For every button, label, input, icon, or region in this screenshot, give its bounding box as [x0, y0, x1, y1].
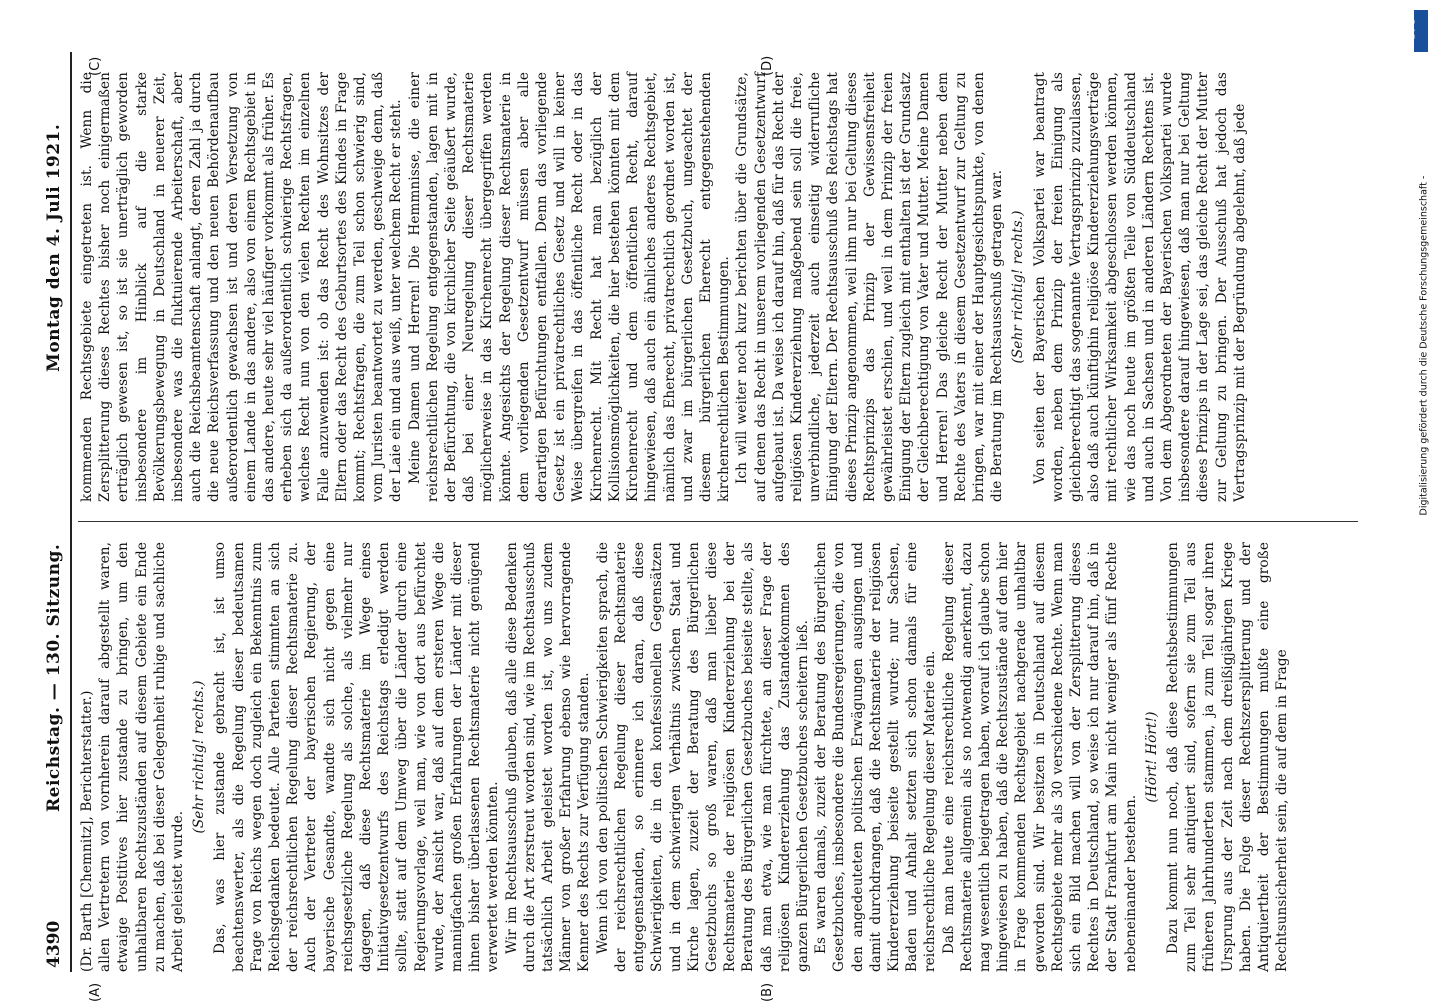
paragraph: Wir im Rechtsausschuß glauben, daß alle diese Bedenken durch die Art zerstreut worden sind, wie im Rechtsausschuß tatsächlich Arbeit geleistet worden ist, wo uns zudem Männer von großer Erfahrung ebenso wie hervorragende Kenner des Rechts zur Verfügung standen. [503, 542, 593, 972]
column-divider [78, 521, 1358, 522]
margin-marker-b: (B) [760, 982, 775, 1002]
interjection: (Sehr richtig! rechts.) [1010, 210, 1027, 364]
margin-marker-a: (A) [88, 982, 103, 1002]
left-column [78, 542, 1291, 972]
speaker-line: (Dr. Barth [Chemnitz], Berichterstatter.) [79, 690, 95, 972]
paragraph: Von seiten der Bayerischen Volkspartei war beantragt worden, neben dem Prinzip der freien Einigung als gleichberechtigt das sogenannte Vertragsprinzip zuzulassen, also daß auch künftighin religiöse Kindererziehungsverträge mit rechtlicher Wirksamkeit abgeschlossen werden können, wie das noch heute im größten Teile von Süddeutschland und auch in Sachsen und in anderen Ländern Rechtens ist. Von dem Abgeordneten der Bayerischen Volkspartei wurde insbesondere darauf hingewiesen, daß man nur bei Geltung dieses Prinzips in der Lage sei, das gleiche Recht der Mutter zur Geltung zu bringen. Der Ausschuß hat jedoch das Vertragsprinzip mit der Begründung abgelehnt, daß jede [1031, 72, 1248, 502]
interjection: (Hört! Hört!) [1143, 711, 1160, 803]
digitization-sidebar [1407, 10, 1430, 990]
right-column [78, 72, 1249, 502]
interjection: (Sehr richtig! rechts.) [191, 680, 208, 834]
paragraph: Daß man heute eine reichsrechtliche Regelung dieser Rechtsmaterie allgemein als so notwendig anerkennt, dazu mag wesentlich beigetragen haben, worauf ich glaube schon hingewiesen zu haben, daß die Rechtszustände auf dem hier in Frage kommenden Rechtsgebiet nachgerade unhaltbar geworden sind. Wir besitzen in Deutschland auf diesem Rechtsgebiete mehr als 30 verschiedene Rechte. Wenn man sich ein Bild machen will von der Zersplitterung dieses Rechtes in Deutschland, so weise ich nur darauf hin, daß in der Stadt Frankfurt am Main nicht weniger als fünf Rechte nebeneinander bestehen. [940, 542, 1139, 972]
paragraph: Ich will weiter noch kurz berichten über die Grundsätze, auf denen das Recht in unserem vorliegenden Gesetzentwurf aufgebaut ist. Da weise ich darauf hin, daß für das Recht der religiösen Kindererziehung maßgebend sein soll die freie, unverbindliche, jederzeit auch einseitig widerrufliche Einigung der Eltern. Der Rechtsausschuß des Reichstags hat dieses Prinzip angenommen, weil ihm nur bei Geltung dieses Rechtsprinzips das Prinzip der Gewissensfreiheit gewährleistet erschien, und weil in dem Prinzip der freien Einigung der Eltern zugleich mit enthalten ist der Grundsatz der Gleichberechtigung von Vater und Mutter. Meine Damen und Herren! Das gleiche Recht der Mutter neben dem Rechte des Vaters in diesem Gesetzentwurf zur Geltung zu bringen, war mit einer der Hauptgesichtspunkte, von denen die Beratung im Rechtsausschuß getragen war. [734, 72, 1006, 502]
paragraph: Das, was hier zustande gebracht ist, ist umso beachtenswerter, als die Regelung dieser bedeutsamen Frage von Reichs wegen doch zugleich ein Bekenntnis zum Reichsgedanken bedeutet. Alle Parteien stimmten an sich der reichsrechtlichen Regelung dieser Rechtsmaterie zu. Auch der Vertreter der bayerischen Regierung, der bayerische Gesandte, wandte sich nicht gegen eine reichsgesetzliche Regelung als solche, als vielmehr nur dagegen, daß diese Rechtsmaterie im Wege eines Initiativgesetzentwurfs des Reichstags erledigt werden sollte, statt auf dem Umweg über die Länder durch eine Regierungsvorlage, weil man, wie von dort aus befürchtet wurde, der Ansicht war, daß auf dem ersteren Wege die mannigfachen großen Erfahrungen der Länder mit dieser ihnen bisher überlassenen Rechtsmaterie nicht genügend verwertet werden könnten. [212, 542, 502, 972]
paragraph: Es waren damals, zuzeit der Beratung des Bürgerlichen Gesetzbuches, insbesondere die Bundesregierungen, die von den angedeuteten politischen Erwägungen ausgingen und damit durchdrangen, daß die Rechtsmaterie der religiösen Kindererziehung beiseite gestellt wurde; nur Sachsen, Baden und Anhalt setzten sich schon damals für eine reichsrechtliche Regelung dieser Materie ein. [813, 542, 939, 972]
page-number: 4390 [44, 920, 64, 968]
margin-marker-d: (D) [760, 55, 775, 76]
running-header [40, 52, 72, 972]
session-title: Reichstag. — 130. Sitzung. [44, 543, 64, 812]
margin-marker-c: (C) [88, 56, 103, 76]
paragraph: allen Vertretern von vornherein darauf abgestellt waren, etwaige Postitives hier zustande zu bringen, um den unhaltbaren Rechtszuständen auf diesem Gebiete ein Ende zu machen, daß bei dieser Gelegenheit ruhige und sachliche Arbeit geleistet wurde. [97, 542, 187, 972]
digitization-credit: Digitalisierung gefördert durch die Deutsche Forschungsgemeinschaft - [1418, 175, 1430, 516]
paragraph: Wenn ich von den politischen Schwierigkeiten sprach, die der reichsrechtlichen Regelung dieser Rechtsmaterie entgegenstanden, so erinnere ich daran, daß diese Schwierigkeiten, die in den konfessionellen Gegensätzen und in dem schwierigen Verhältnis zwischen Staat und Kirche lagen, zuzeit der Beratung des Bürgerlichen Gesetzbuchs so groß waren, daß man lieber diese Rechtsmaterie der religiösen Kindererziehung bei der Beratung des Bürgerlichen Gesetzbuches beiseite stellte, als daß man etwa, wie man fürchtete, an dieser Frage der religiösen Kindererziehung das Zustandekommen des ganzen Bürgerlichen Gesetzbuches scheitern ließ. [594, 542, 811, 972]
paragraph: Meine Damen und Herren! Die Hemmnisse, die einer reichsrechtlichen Regelung entgegenstanden, lagen mit in der Befürchtung, die von kirchlicher Seite geäußert wurde, daß bei einer Neuregelung dieser Rechtsmaterie möglicherweise in das Kirchenrecht übergegriffen werden könnte. Angesichts der Regelung dieser Rechtsmaterie in dem vorliegenden Gesetzentwurf müssen aber alle derartigen Befürchtungen entfallen. Denn das vorliegende Gesetz ist ein privatrechtliches Gesetz und will in keiner Weise übergreifen in das öffentliche Recht oder in das Kirchenrecht. Mit Recht hat man bezüglich der Kollisionsmöglichkeiten, die hier bestehen könnten mit dem Kirchenrecht und dem öffentlichen Recht, darauf hingewiesen, daß auch ein ähnliches anderes Rechtsgebiet, nämlich das Eherecht, privatrechtlich geordnet worden ist, und zwar im bürgerlichen Gesetzbuch, ungeachtet der diesem bürgerlichen Eherecht entgegenstehenden kirchenrechtlichen Bestimmungen. [406, 72, 733, 502]
paragraph: kommenden Rechtsgebiete eingetreten ist. Wenn die Zersplitterung dieses Rechtes bisher noch einigermaßen erträglich gewesen ist, so ist sie unerträglich geworden insbesondere im Hinblick auf die starke Bevölkerungsbewegung in Deutschland in neuerer Zeit, insbesondere was die fluktuierende Arbeiterschaft, aber auch die Reichsbeamtenschaft anlangt, deren Zahl ja durch die neue Reichsverfassung und den neuen Behördenaufbau außerordentlich gewachsen ist und deren Versetzung von einem Lande in das andere, also von einem Rechtsgebiet in das andere, heute sehr viel häufiger vorkommt als früher. Es erheben sich da außerordentlich schwierige Rechtsfragen, welches Recht nun von den vielen Rechten im einzelnen Falle anzuwenden ist: ob das Recht des Wohnsitzes der Eltern oder das Recht des Geburtsortes des Kindes in Frage kommt; Rechtsfragen, die zum Teil schon schwierig sind, vom Juristen beantwortet zu werden, geschweige denn, daß der Laie ein und aus weiß, unter welchem Recht er steht. [79, 72, 405, 502]
session-date: Montag den 4. Juli 1921. [44, 123, 64, 372]
paragraph: Dazu kommt nun noch, daß diese Rechtsbestimmungen zum Teil sehr antiquiert sind, sofern sie zum Teil aus früheren Jahrhunderten stammen, ja zum Teil sogar ihren Ursprung aus der Zeit nach dem dreißigjährigen Kriege haben. Die Folge dieser Rechtszersplitterung und der Antiquiertheit der Bestimmungen mußte eine große Rechtsunsicherheit sein, die auf dem in Frage [1164, 542, 1291, 972]
dfg-logo: DFG [1414, 10, 1428, 52]
rotated-text-block [40, 52, 1380, 1002]
